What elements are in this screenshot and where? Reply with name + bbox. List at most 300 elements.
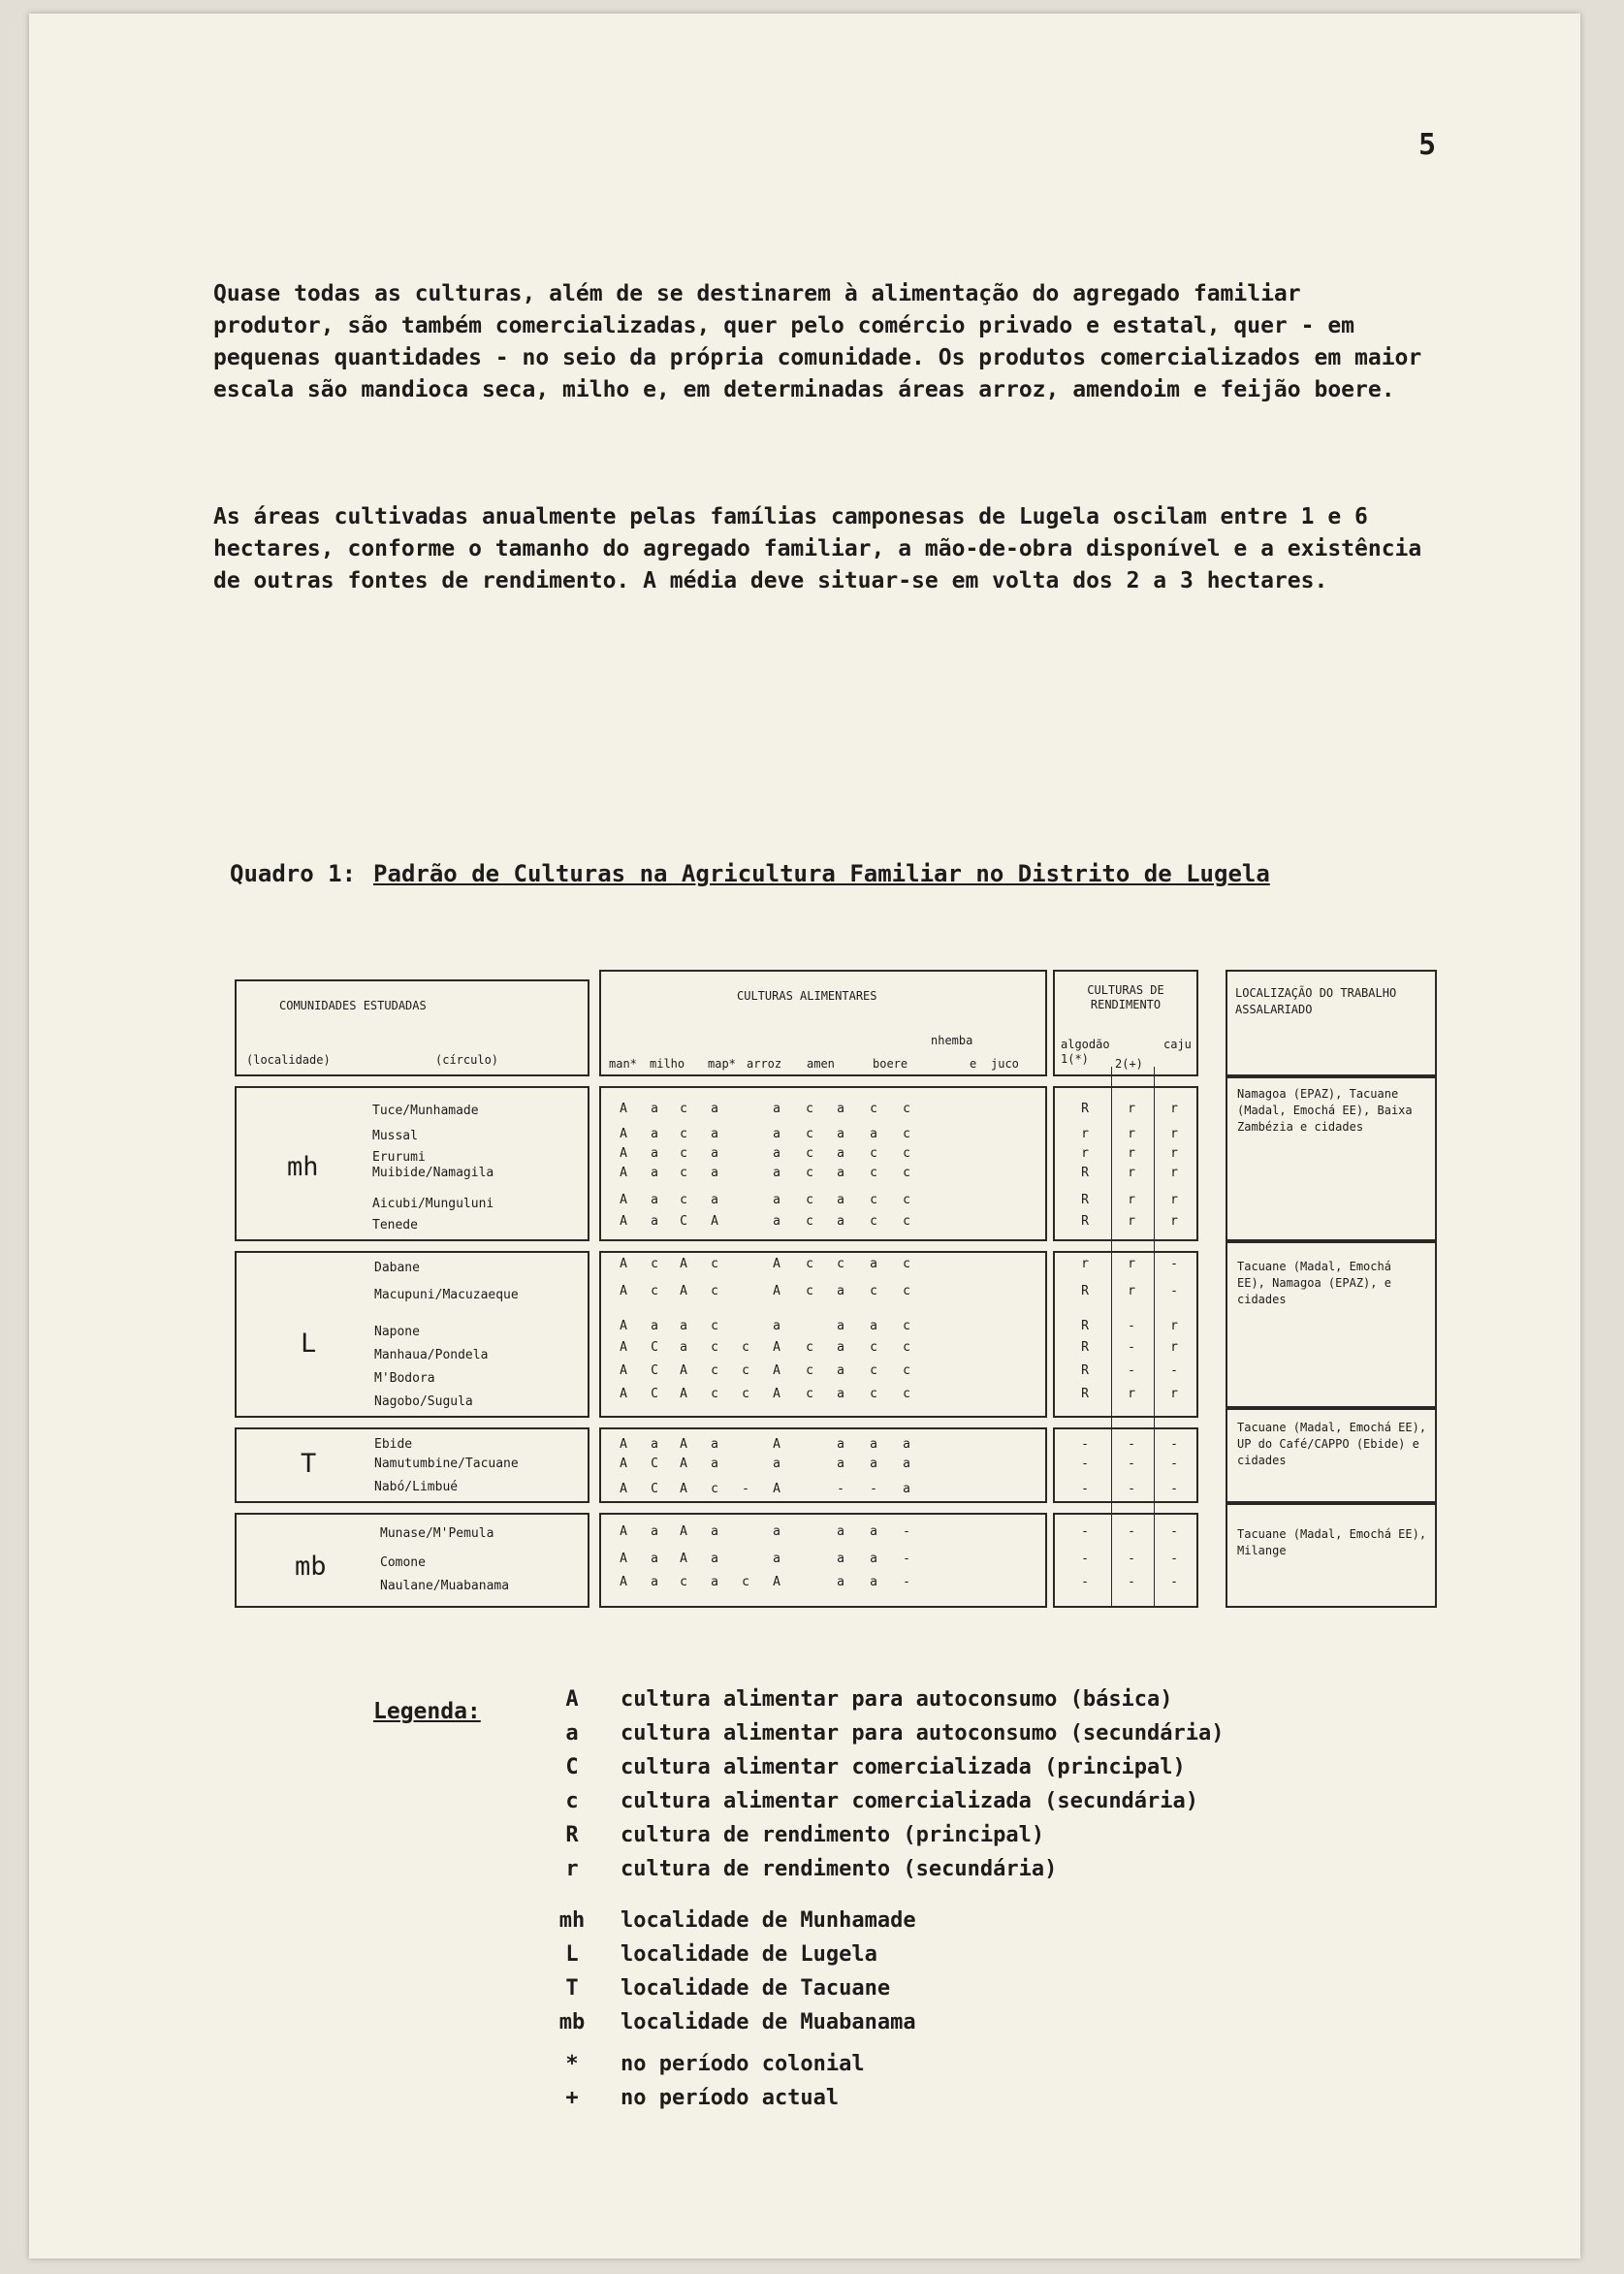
food-cell: A bbox=[773, 1387, 780, 1401]
food-cell: a bbox=[651, 1127, 658, 1141]
group-L-circles bbox=[235, 1251, 589, 1418]
table-caption-title: Padrão de Culturas na Agricultura Familiar no Distrito de Lugela bbox=[373, 860, 1270, 887]
food-cell: c bbox=[903, 1319, 910, 1333]
group-mb-work bbox=[1226, 1503, 1437, 1608]
food-cell: c bbox=[903, 1257, 910, 1271]
legend-code: r bbox=[565, 1857, 579, 1881]
legend-text: no período colonial bbox=[621, 2052, 865, 2076]
food-cell: c bbox=[806, 1193, 813, 1207]
food-cell: A bbox=[680, 1457, 687, 1471]
circle-name: Munase/M'Pemula bbox=[380, 1526, 494, 1541]
food-cell: a bbox=[837, 1457, 844, 1471]
cash-cell: r bbox=[1170, 1146, 1178, 1161]
cash-cell: r bbox=[1128, 1127, 1135, 1141]
food-cell: c bbox=[903, 1214, 910, 1229]
food-cell: C bbox=[651, 1482, 658, 1496]
cash-cell: R bbox=[1081, 1340, 1089, 1355]
food-cell: A bbox=[680, 1482, 687, 1496]
legend-code: mb bbox=[558, 2010, 586, 2034]
legend-title: Legenda: bbox=[373, 1699, 481, 1724]
circle-name: Manhaua/Pondela bbox=[374, 1348, 489, 1362]
food-cell: a bbox=[711, 1102, 718, 1116]
cash-cell: - bbox=[1081, 1552, 1089, 1566]
food-cell: c bbox=[806, 1257, 813, 1271]
food-cell: A bbox=[680, 1363, 687, 1378]
cash-cell: r bbox=[1128, 1193, 1135, 1207]
food-cell: a bbox=[773, 1319, 780, 1333]
food-cell: c bbox=[806, 1284, 813, 1298]
paragraph-2: As áreas cultivadas anualmente pelas famílias camponesas de Lugela oscilam entre 1 e 6 hectares, conforme o tamanho do agregado familiar, a mão-de-obra disponível e a existência de outras fontes de rendimento. A média deve situar-se em volta dos 2 a 3 hectares. bbox=[213, 504, 1422, 593]
cash-cell: - bbox=[1170, 1482, 1178, 1496]
legend-text: cultura de rendimento (principal) bbox=[621, 1823, 1045, 1847]
food-cell: a bbox=[711, 1457, 718, 1471]
cash-col-divider bbox=[1111, 1067, 1112, 1608]
food-cell: A bbox=[773, 1575, 780, 1589]
food-cell: a bbox=[837, 1340, 844, 1355]
header-food-box bbox=[599, 970, 1047, 1076]
food-cell: a bbox=[711, 1146, 718, 1161]
cash-cell: - bbox=[1128, 1363, 1135, 1378]
circle-name: Napone bbox=[374, 1325, 420, 1339]
food-cell: A bbox=[773, 1257, 780, 1271]
cash-cell: - bbox=[1128, 1575, 1135, 1589]
food-cell: - bbox=[837, 1482, 844, 1496]
food-cell: a bbox=[711, 1166, 718, 1180]
food-cell: a bbox=[837, 1387, 844, 1401]
food-cell: a bbox=[711, 1524, 718, 1539]
food-cell: A bbox=[680, 1387, 687, 1401]
food-cell: A bbox=[773, 1284, 780, 1298]
col-mandioca: man* bbox=[609, 1057, 637, 1071]
food-cell: - bbox=[903, 1575, 910, 1589]
food-cell: c bbox=[806, 1340, 813, 1355]
food-cell: a bbox=[651, 1437, 658, 1452]
paragraph-1: Quase todas as culturas, além de se destinarem à alimentação do agregado familiar produtor, são também comercializadas, quer pelo comércio privado e estatal, quer - em pequenas quantidades - no seio da própria comunidade. Os produtos comercializados em maior escala são mandioca seca, milho e, em determinadas áreas arroz, amendoim e feijão boere. bbox=[213, 281, 1422, 402]
cash-cell: - bbox=[1081, 1524, 1089, 1539]
food-cell: a bbox=[870, 1457, 877, 1471]
food-cell: a bbox=[837, 1284, 844, 1298]
circle-name: Tuce/Munhamade bbox=[372, 1104, 479, 1118]
legend-code: c bbox=[565, 1789, 579, 1813]
food-cell: c bbox=[806, 1127, 813, 1141]
circle-name: Mussal bbox=[372, 1129, 418, 1143]
circle-name: Muibide/Namagila bbox=[372, 1166, 494, 1180]
cash-cell: r bbox=[1128, 1257, 1135, 1271]
cash-cell: R bbox=[1081, 1214, 1089, 1229]
food-cell: c bbox=[903, 1363, 910, 1378]
food-cell: c bbox=[806, 1166, 813, 1180]
food-cell: a bbox=[837, 1166, 844, 1180]
food-cell: a bbox=[870, 1127, 877, 1141]
food-cell: A bbox=[620, 1193, 627, 1207]
food-cell: c bbox=[711, 1482, 718, 1496]
col-caju: caju bbox=[1163, 1038, 1192, 1051]
legend-text: localidade de Munhamade bbox=[621, 1908, 916, 1933]
food-cell: a bbox=[651, 1102, 658, 1116]
food-cell: A bbox=[620, 1437, 627, 1452]
cash-cell: R bbox=[1081, 1284, 1089, 1298]
food-cell: c bbox=[680, 1166, 687, 1180]
food-cell: a bbox=[711, 1552, 718, 1566]
food-cell: c bbox=[680, 1193, 687, 1207]
legend-code: a bbox=[565, 1721, 579, 1746]
group-L-code: L bbox=[301, 1329, 317, 1359]
food-cell: a bbox=[773, 1146, 780, 1161]
food-cell: A bbox=[773, 1482, 780, 1496]
food-cell: A bbox=[773, 1340, 780, 1355]
group-mh-food bbox=[599, 1086, 1047, 1241]
cash-cell: r bbox=[1170, 1214, 1178, 1229]
col-e: e bbox=[970, 1057, 977, 1071]
group-mh-code: mh bbox=[287, 1152, 319, 1182]
food-cell: c bbox=[903, 1102, 910, 1116]
food-cell: a bbox=[711, 1437, 718, 1452]
food-cell: c bbox=[711, 1319, 718, 1333]
cash-cell: - bbox=[1081, 1482, 1089, 1496]
cash-cell: r bbox=[1170, 1387, 1178, 1401]
col-arroz: arroz bbox=[747, 1057, 782, 1071]
cash-cell: - bbox=[1128, 1437, 1135, 1452]
group-T-work bbox=[1226, 1408, 1437, 1503]
cash-cell: r bbox=[1128, 1284, 1135, 1298]
food-cell: A bbox=[680, 1524, 687, 1539]
food-cell: A bbox=[620, 1363, 627, 1378]
group-L-food bbox=[599, 1251, 1047, 1418]
food-cell: A bbox=[620, 1340, 627, 1355]
group-mb-food bbox=[599, 1513, 1047, 1608]
circle-name: Erurumi bbox=[372, 1150, 426, 1165]
group-mh-circles bbox=[235, 1086, 589, 1241]
group-T-code: T bbox=[301, 1449, 317, 1479]
cash-cell: - bbox=[1128, 1524, 1135, 1539]
circle-name: Nabó/Limbué bbox=[374, 1480, 459, 1494]
cash-cell: - bbox=[1170, 1575, 1178, 1589]
food-cell: A bbox=[711, 1214, 718, 1229]
cash-cell: - bbox=[1128, 1319, 1135, 1333]
cash-cell: r bbox=[1128, 1102, 1135, 1116]
food-cell: a bbox=[651, 1319, 658, 1333]
legend-text: cultura alimentar para autoconsumo (básica) bbox=[621, 1687, 1173, 1712]
food-cell: c bbox=[903, 1193, 910, 1207]
cash-cell: r bbox=[1170, 1193, 1178, 1207]
legend-code: T bbox=[565, 1976, 579, 2001]
col-algodao-actual: 2(+) bbox=[1115, 1057, 1143, 1071]
circle-name: Comone bbox=[380, 1555, 426, 1570]
food-cell: a bbox=[773, 1127, 780, 1141]
food-cell: a bbox=[837, 1552, 844, 1566]
food-cell: a bbox=[837, 1319, 844, 1333]
food-cell: a bbox=[870, 1552, 877, 1566]
header-communities: COMUNIDADES ESTUDADAS bbox=[279, 999, 427, 1012]
circle-name: Namutumbine/Tacuane bbox=[374, 1457, 519, 1471]
header-circle: (círculo) bbox=[435, 1053, 499, 1067]
food-cell: c bbox=[870, 1340, 877, 1355]
header-locality: (localidade) bbox=[246, 1053, 331, 1067]
food-cell: a bbox=[837, 1363, 844, 1378]
col-amendoim: amen bbox=[807, 1057, 835, 1071]
group-L-work-text: Tacuane (Madal, Emochá EE), Namagoa (EPAZ), e cidades bbox=[1237, 1260, 1391, 1306]
food-cell: A bbox=[620, 1457, 627, 1471]
food-cell: A bbox=[620, 1127, 627, 1141]
legend-code: L bbox=[565, 1942, 579, 1967]
cash-cell: r bbox=[1128, 1387, 1135, 1401]
food-cell: a bbox=[651, 1552, 658, 1566]
cash-cell: r bbox=[1081, 1257, 1089, 1271]
cash-col-divider bbox=[1154, 1067, 1155, 1608]
food-cell: c bbox=[870, 1102, 877, 1116]
food-cell: a bbox=[837, 1524, 844, 1539]
cash-cell: r bbox=[1170, 1127, 1178, 1141]
food-cell: a bbox=[903, 1437, 910, 1452]
food-cell: a bbox=[651, 1524, 658, 1539]
page-number: 5 bbox=[1418, 128, 1437, 162]
food-cell: a bbox=[651, 1214, 658, 1229]
food-cell: c bbox=[806, 1146, 813, 1161]
food-cell: C bbox=[651, 1340, 658, 1355]
col-algodao: algodão 1(*) bbox=[1061, 1038, 1110, 1066]
group-mh-work-text: Namagoa (EPAZ), Tacuane (Madal, Emochá EE), Baixa Zambézia e cidades bbox=[1237, 1087, 1413, 1134]
legend-code: * bbox=[565, 2052, 579, 2076]
food-cell: a bbox=[870, 1319, 877, 1333]
food-cell: c bbox=[903, 1166, 910, 1180]
food-cell: a bbox=[837, 1193, 844, 1207]
legend-text: no período actual bbox=[621, 2086, 840, 2110]
table-caption-label: Quadro 1: bbox=[230, 860, 357, 887]
food-cell: a bbox=[837, 1102, 844, 1116]
food-cell: a bbox=[773, 1214, 780, 1229]
circle-name: Macupuni/Macuzaeque bbox=[374, 1288, 519, 1302]
food-cell: C bbox=[680, 1214, 687, 1229]
food-cell: c bbox=[870, 1146, 877, 1161]
food-cell: A bbox=[773, 1363, 780, 1378]
cash-cell: - bbox=[1170, 1457, 1178, 1471]
cash-cell: R bbox=[1081, 1102, 1089, 1116]
food-cell: a bbox=[870, 1575, 877, 1589]
cash-cell: - bbox=[1170, 1552, 1178, 1566]
food-cell: a bbox=[773, 1166, 780, 1180]
food-cell: A bbox=[680, 1257, 687, 1271]
food-cell: a bbox=[651, 1575, 658, 1589]
food-cell: c bbox=[711, 1257, 718, 1271]
col-mapira: map* bbox=[708, 1057, 736, 1071]
food-cell: A bbox=[773, 1437, 780, 1452]
cash-cell: r bbox=[1081, 1146, 1089, 1161]
food-cell: c bbox=[903, 1127, 910, 1141]
food-cell: c bbox=[806, 1102, 813, 1116]
food-cell: c bbox=[742, 1340, 749, 1355]
legend-text: localidade de Tacuane bbox=[621, 1976, 891, 2001]
food-cell: - bbox=[742, 1482, 749, 1496]
group-mb-circles bbox=[235, 1513, 589, 1608]
food-cell: a bbox=[711, 1127, 718, 1141]
cash-cell: - bbox=[1081, 1437, 1089, 1452]
legend-text: cultura alimentar comercializada (principal) bbox=[621, 1755, 1186, 1779]
cash-cell: R bbox=[1081, 1193, 1089, 1207]
food-cell: A bbox=[620, 1552, 627, 1566]
food-cell: c bbox=[680, 1102, 687, 1116]
food-cell: a bbox=[711, 1575, 718, 1589]
food-cell: a bbox=[773, 1457, 780, 1471]
header-work: LOCALIZAÇÃO DO TRABALHO ASSALARIADO bbox=[1235, 986, 1397, 1016]
food-cell: c bbox=[742, 1575, 749, 1589]
food-cell: c bbox=[680, 1127, 687, 1141]
circle-name: M'Bodora bbox=[374, 1371, 435, 1386]
legend-text: cultura alimentar comercializada (secundária) bbox=[621, 1789, 1199, 1813]
cash-cell: r bbox=[1128, 1214, 1135, 1229]
food-cell: a bbox=[903, 1457, 910, 1471]
legend-code: A bbox=[565, 1687, 579, 1712]
circle-name: Tenede bbox=[372, 1218, 418, 1233]
food-cell: A bbox=[620, 1102, 627, 1116]
circle-name: Aicubi/Munguluni bbox=[372, 1197, 494, 1211]
group-mb-work-text: Tacuane (Madal, Emochá EE), Milange bbox=[1237, 1527, 1427, 1557]
food-cell: A bbox=[620, 1319, 627, 1333]
food-cell: c bbox=[870, 1166, 877, 1180]
legend-code: R bbox=[565, 1823, 579, 1847]
food-cell: - bbox=[903, 1524, 910, 1539]
food-cell: C bbox=[651, 1387, 658, 1401]
food-cell: c bbox=[651, 1257, 658, 1271]
header-cash-box bbox=[1053, 970, 1198, 1076]
food-cell: A bbox=[620, 1575, 627, 1589]
col-juco: juco bbox=[991, 1057, 1019, 1071]
cash-cell: R bbox=[1081, 1387, 1089, 1401]
cash-cell: - bbox=[1170, 1284, 1178, 1298]
col-boere: boere bbox=[873, 1057, 908, 1071]
food-cell: c bbox=[903, 1387, 910, 1401]
food-cell: c bbox=[870, 1193, 877, 1207]
table-caption bbox=[230, 860, 1270, 887]
food-cell: c bbox=[742, 1363, 749, 1378]
food-cell: C bbox=[651, 1457, 658, 1471]
header-food-crops: CULTURAS ALIMENTARES bbox=[737, 989, 877, 1003]
group-T-circles bbox=[235, 1427, 589, 1503]
cash-cell: r bbox=[1170, 1319, 1178, 1333]
food-cell: c bbox=[806, 1214, 813, 1229]
group-T-food bbox=[599, 1427, 1047, 1503]
group-L-work bbox=[1226, 1241, 1437, 1408]
food-cell: A bbox=[620, 1387, 627, 1401]
cash-cell: - bbox=[1170, 1437, 1178, 1452]
legend-code: C bbox=[565, 1755, 579, 1779]
circle-name: Naulane/Muabanama bbox=[380, 1579, 510, 1593]
food-cell: A bbox=[620, 1482, 627, 1496]
legend-text: cultura alimentar para autoconsumo (secundária) bbox=[621, 1721, 1225, 1746]
group-mb-code: mb bbox=[295, 1552, 327, 1582]
food-cell: c bbox=[903, 1146, 910, 1161]
header-communities-box bbox=[235, 979, 589, 1076]
food-cell: c bbox=[711, 1284, 718, 1298]
food-cell: A bbox=[620, 1524, 627, 1539]
food-cell: A bbox=[620, 1146, 627, 1161]
cash-cell: - bbox=[1170, 1524, 1178, 1539]
cash-cell: - bbox=[1128, 1340, 1135, 1355]
food-cell: A bbox=[680, 1552, 687, 1566]
cash-cell: R bbox=[1081, 1319, 1089, 1333]
food-cell: A bbox=[680, 1437, 687, 1452]
food-cell: a bbox=[773, 1102, 780, 1116]
food-cell: A bbox=[620, 1166, 627, 1180]
food-cell: A bbox=[620, 1257, 627, 1271]
col-nhemba: nhemba bbox=[931, 1034, 973, 1047]
food-cell: c bbox=[903, 1284, 910, 1298]
food-cell: - bbox=[903, 1552, 910, 1566]
header-cash-crops: CULTURAS DE RENDIMENTO bbox=[1087, 983, 1164, 1011]
food-cell: C bbox=[651, 1363, 658, 1378]
food-cell: a bbox=[870, 1524, 877, 1539]
food-cell: a bbox=[651, 1146, 658, 1161]
food-cell: a bbox=[680, 1340, 687, 1355]
food-cell: c bbox=[742, 1387, 749, 1401]
cash-cell: R bbox=[1081, 1363, 1089, 1378]
food-cell: a bbox=[773, 1193, 780, 1207]
food-cell: a bbox=[711, 1193, 718, 1207]
food-cell: c bbox=[837, 1257, 844, 1271]
circle-name: Ebide bbox=[374, 1437, 413, 1452]
cash-cell: - bbox=[1128, 1552, 1135, 1566]
cash-cell: R bbox=[1081, 1166, 1089, 1180]
food-cell: c bbox=[680, 1146, 687, 1161]
food-cell: A bbox=[620, 1214, 627, 1229]
food-cell: a bbox=[837, 1146, 844, 1161]
circle-name: Nagobo/Sugula bbox=[374, 1394, 473, 1409]
food-cell: - bbox=[870, 1482, 877, 1496]
food-cell: A bbox=[680, 1284, 687, 1298]
cash-cell: r bbox=[1081, 1127, 1089, 1141]
food-cell: a bbox=[680, 1319, 687, 1333]
cash-cell: r bbox=[1170, 1166, 1178, 1180]
food-cell: c bbox=[711, 1363, 718, 1378]
food-cell: c bbox=[680, 1575, 687, 1589]
food-cell: c bbox=[651, 1284, 658, 1298]
cash-cell: r bbox=[1170, 1102, 1178, 1116]
cash-cell: r bbox=[1128, 1146, 1135, 1161]
legend-text: localidade de Lugela bbox=[621, 1942, 877, 1967]
cash-cell: - bbox=[1081, 1575, 1089, 1589]
food-cell: A bbox=[620, 1284, 627, 1298]
food-cell: c bbox=[870, 1284, 877, 1298]
food-cell: c bbox=[870, 1387, 877, 1401]
cash-cell: r bbox=[1128, 1166, 1135, 1180]
cash-cell: - bbox=[1170, 1363, 1178, 1378]
group-T-work-text: Tacuane (Madal, Emochá EE), UP do Café/CAPPO (Ebide) e cidades bbox=[1237, 1421, 1427, 1467]
food-cell: a bbox=[773, 1552, 780, 1566]
circle-name: Dabane bbox=[374, 1261, 420, 1275]
cash-cell: - bbox=[1170, 1257, 1178, 1271]
cash-cell: r bbox=[1170, 1340, 1178, 1355]
cash-cell: - bbox=[1128, 1482, 1135, 1496]
food-cell: c bbox=[806, 1363, 813, 1378]
food-cell: c bbox=[806, 1387, 813, 1401]
food-cell: a bbox=[837, 1214, 844, 1229]
food-cell: a bbox=[837, 1575, 844, 1589]
food-cell: a bbox=[651, 1193, 658, 1207]
food-cell: c bbox=[870, 1214, 877, 1229]
food-cell: a bbox=[903, 1482, 910, 1496]
food-cell: c bbox=[870, 1363, 877, 1378]
food-cell: a bbox=[837, 1127, 844, 1141]
food-cell: a bbox=[837, 1437, 844, 1452]
food-cell: c bbox=[903, 1340, 910, 1355]
cash-cell: - bbox=[1128, 1457, 1135, 1471]
col-milho: milho bbox=[650, 1057, 685, 1071]
food-cell: a bbox=[870, 1257, 877, 1271]
header-work-box bbox=[1226, 970, 1437, 1076]
food-cell: c bbox=[711, 1387, 718, 1401]
food-cell: a bbox=[773, 1524, 780, 1539]
group-mh-work bbox=[1226, 1076, 1437, 1241]
food-cell: c bbox=[711, 1340, 718, 1355]
